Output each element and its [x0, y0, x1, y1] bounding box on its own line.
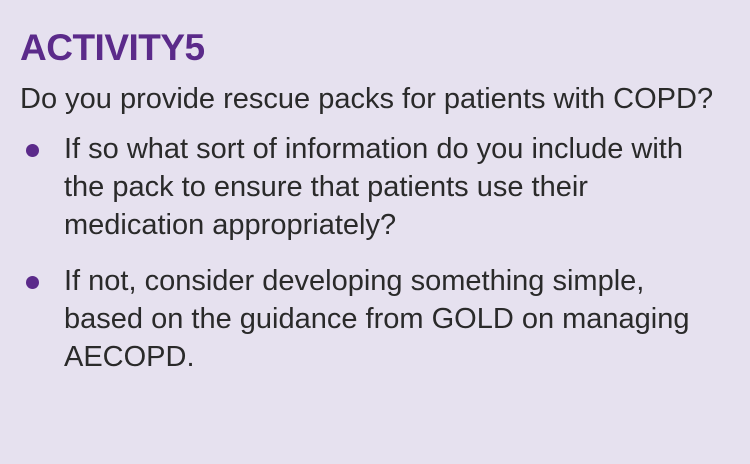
bullet-text: If so what sort of information do you include with the pack to ensure that patients use their medication appropriately?: [64, 133, 683, 241]
activity-heading: ACTIVITY5: [20, 27, 205, 68]
bullet-dot-icon: [26, 144, 39, 157]
activity-question: Do you provide rescue packs for patients with COPD?: [20, 83, 714, 115]
bullet-text: If not, consider developing something simple, based on the guidance from GOLD on managing AECOPD.: [64, 265, 690, 373]
bullet-item: [20, 130, 730, 244]
bullet-list: [20, 130, 730, 376]
bullet-item: [20, 262, 730, 376]
bullet-dot-icon: [26, 276, 39, 289]
